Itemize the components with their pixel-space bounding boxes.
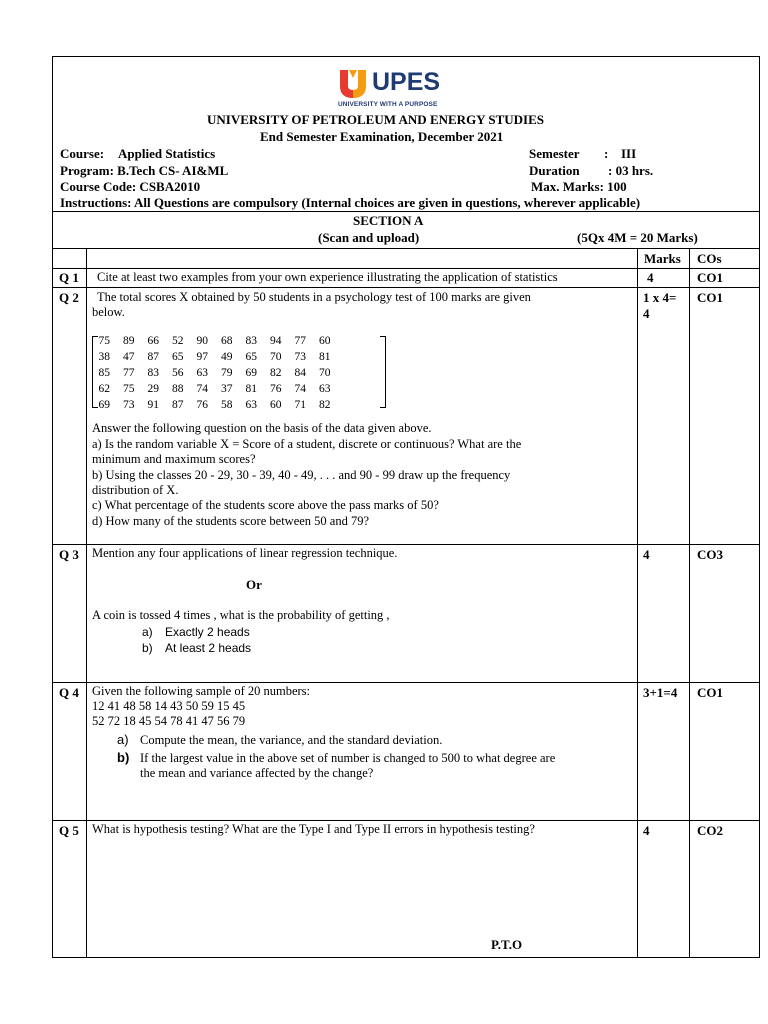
q5-text: What is hypothesis testing? What are the Type I and Type II errors in hypothesis testing? <box>92 822 535 836</box>
matrix-cell: 74 <box>196 383 208 395</box>
matrix-cell: 62 <box>98 383 110 395</box>
q2-marks-line1: 1 x 4= <box>643 290 677 305</box>
q4-co: CO1 <box>697 685 723 700</box>
matrix-cell: 87 <box>172 399 184 411</box>
matrix-cell: 63 <box>196 367 208 379</box>
matrix-cell: 63 <box>245 399 257 411</box>
matrix-cell: 77 <box>294 335 306 347</box>
q1-co: CO1 <box>697 270 723 285</box>
matrix-cell: 81 <box>319 351 331 363</box>
matrix-cell: 56 <box>172 367 184 379</box>
q3-option-b: At least 2 heads <box>165 641 252 655</box>
q2-line: distribution of X. <box>92 483 179 497</box>
matrix-cell: 37 <box>221 383 233 395</box>
matrix-cell: 79 <box>221 367 233 379</box>
column-divider <box>637 248 638 958</box>
matrix-row <box>92 333 337 349</box>
matrix-cell: 29 <box>147 383 159 395</box>
matrix-cell: 74 <box>294 383 306 395</box>
q3-or: Or <box>246 577 262 592</box>
matrix-cell: 71 <box>294 399 306 411</box>
column-divider <box>86 248 87 958</box>
q3-text: Mention any four applications of linear regression technique. <box>92 546 398 560</box>
matrix-cell: 60 <box>270 399 282 411</box>
logo-tagline: UNIVERSITY WITH A PURPOSE <box>338 101 438 108</box>
q1-number: Q 1 <box>59 270 79 285</box>
section-title: SECTION A <box>353 213 424 228</box>
q2-co: CO1 <box>697 290 723 305</box>
duration-label: Duration <box>529 163 580 178</box>
matrix-cell: 70 <box>319 367 331 379</box>
q3-number: Q 3 <box>59 547 79 562</box>
marks-header: Marks <box>644 251 681 266</box>
matrix-cell: 89 <box>123 335 135 347</box>
matrix-cell: 76 <box>270 383 282 395</box>
matrix-cell: 70 <box>270 351 282 363</box>
logo-brand-text: UPES <box>372 68 441 96</box>
divider <box>52 211 760 212</box>
semester-value: III <box>621 146 637 161</box>
q5-marks: 4 <box>643 823 650 838</box>
matrix-cell: 77 <box>123 367 135 379</box>
matrix-row <box>92 365 337 381</box>
q4-part-b-label: b) <box>117 750 130 765</box>
max-marks: Max. Marks: 100 <box>531 179 627 194</box>
matrix-cell: 63 <box>319 383 331 395</box>
exam-title: End Semester Examination, December 2021 <box>260 129 504 144</box>
matrix-cell: 87 <box>147 351 159 363</box>
pto-label: P.T.O <box>491 937 523 952</box>
instructions: Instructions: All Questions are compulsory (Internal choices are given in questions, wherever applicable) <box>60 195 641 210</box>
upes-emblem-icon <box>338 68 368 98</box>
q2-line: b) Using the classes 20 - 29, 30 - 39, 40 - 49, . . . and 90 - 99 draw up the frequency <box>92 468 511 482</box>
q3-option-b-label: b) <box>142 641 153 655</box>
matrix-cell: 82 <box>319 399 331 411</box>
upes-logo <box>338 66 458 110</box>
divider <box>52 287 760 288</box>
q2-intro-line2: below. <box>92 305 125 319</box>
matrix-cell: 65 <box>245 351 257 363</box>
university-name: UNIVERSITY OF PETROLEUM AND ENERGY STUDIES <box>207 112 544 127</box>
matrix-cell: 94 <box>270 335 282 347</box>
column-divider <box>689 248 690 958</box>
q2-line: a) Is the random variable X = Score of a student, discrete or continuous? What are the <box>92 437 522 451</box>
q4-marks: 3+1=4 <box>643 685 678 700</box>
course-name: Applied Statistics <box>118 146 216 161</box>
q3-option-a: Exactly 2 heads <box>165 625 250 639</box>
q2-number: Q 2 <box>59 290 79 305</box>
q2-line: d) How many of the students score between 50 and 79? <box>92 514 370 528</box>
matrix-cell: 76 <box>196 399 208 411</box>
matrix-cell: 83 <box>245 335 257 347</box>
q2-marks-line2: 4 <box>643 306 650 321</box>
matrix-cell: 58 <box>221 399 233 411</box>
matrix-cell: 38 <box>98 351 110 363</box>
matrix-cell: 68 <box>221 335 233 347</box>
q2-line: minimum and maximum scores? <box>92 452 256 466</box>
matrix-cell: 81 <box>245 383 257 395</box>
matrix-cell: 69 <box>245 367 257 379</box>
divider <box>52 544 760 545</box>
q2-score-matrix <box>92 333 337 413</box>
matrix-cell: 49 <box>221 351 233 363</box>
matrix-cell: 52 <box>172 335 184 347</box>
matrix-cell: 84 <box>294 367 306 379</box>
matrix-row <box>92 381 337 397</box>
semester-sep: : <box>604 146 609 161</box>
q4-part-b-line2: the mean and variance affected by the change? <box>140 766 374 780</box>
q2-line: c) What percentage of the students score above the pass marks of 50? <box>92 498 439 512</box>
divider <box>52 682 760 683</box>
q4-sample-row1: 12 41 48 58 14 43 50 59 15 45 <box>92 699 246 713</box>
q5-number: Q 5 <box>59 823 79 838</box>
divider <box>52 820 760 821</box>
matrix-bracket-right <box>380 336 386 408</box>
cos-header: COs <box>697 251 722 266</box>
q1-marks: 4 <box>647 270 654 285</box>
matrix-cell: 85 <box>98 367 110 379</box>
divider <box>52 268 760 269</box>
program: Program: B.Tech CS- AI&ML <box>60 163 229 178</box>
matrix-cell: 82 <box>270 367 282 379</box>
matrix-cell: 97 <box>196 351 208 363</box>
matrix-row <box>92 397 337 413</box>
divider <box>52 248 760 249</box>
q2-intro-line1: The total scores X obtained by 50 students in a psychology test of 100 marks are given <box>97 290 531 304</box>
matrix-cell: 73 <box>294 351 306 363</box>
matrix-cell: 90 <box>196 335 208 347</box>
q4-part-a: Compute the mean, the variance, and the standard deviation. <box>140 733 443 747</box>
matrix-cell: 65 <box>172 351 184 363</box>
q3-alt-text: A coin is tossed 4 times , what is the probability of getting , <box>92 608 390 622</box>
matrix-cell: 66 <box>147 335 159 347</box>
q4-part-a-label: a) <box>117 732 129 747</box>
matrix-cell: 69 <box>98 399 110 411</box>
matrix-cell: 88 <box>172 383 184 395</box>
q1-text: Cite at least two examples from your own experience illustrating the application of statistics <box>97 270 558 284</box>
matrix-row <box>92 349 337 365</box>
section-marks: (5Qx 4M = 20 Marks) <box>577 230 698 245</box>
matrix-cell: 60 <box>319 335 331 347</box>
q3-co: CO3 <box>697 547 723 562</box>
q3-marks: 4 <box>643 547 650 562</box>
course-label: Course: <box>60 146 105 161</box>
matrix-cell: 75 <box>98 335 110 347</box>
course-code: Course Code: CSBA2010 <box>60 179 201 194</box>
q4-part-b-line1: If the largest value in the above set of number is changed to 500 to what degree are <box>140 751 556 765</box>
duration-value: : 03 hrs. <box>608 163 654 178</box>
q3-option-a-label: a) <box>142 625 153 639</box>
section-subtitle: (Scan and upload) <box>318 230 420 245</box>
matrix-cell: 83 <box>147 367 159 379</box>
matrix-cell: 75 <box>123 383 135 395</box>
semester-label: Semester <box>529 146 580 161</box>
q4-text: Given the following sample of 20 numbers: <box>92 684 311 698</box>
q4-number: Q 4 <box>59 685 79 700</box>
q5-co: CO2 <box>697 823 723 838</box>
matrix-cell: 73 <box>123 399 135 411</box>
matrix-cell: 91 <box>147 399 159 411</box>
matrix-cell: 47 <box>123 351 135 363</box>
q4-sample-row2: 52 72 18 45 54 78 41 47 56 79 <box>92 714 246 728</box>
q2-line: Answer the following question on the basis of the data given above. <box>92 421 432 435</box>
